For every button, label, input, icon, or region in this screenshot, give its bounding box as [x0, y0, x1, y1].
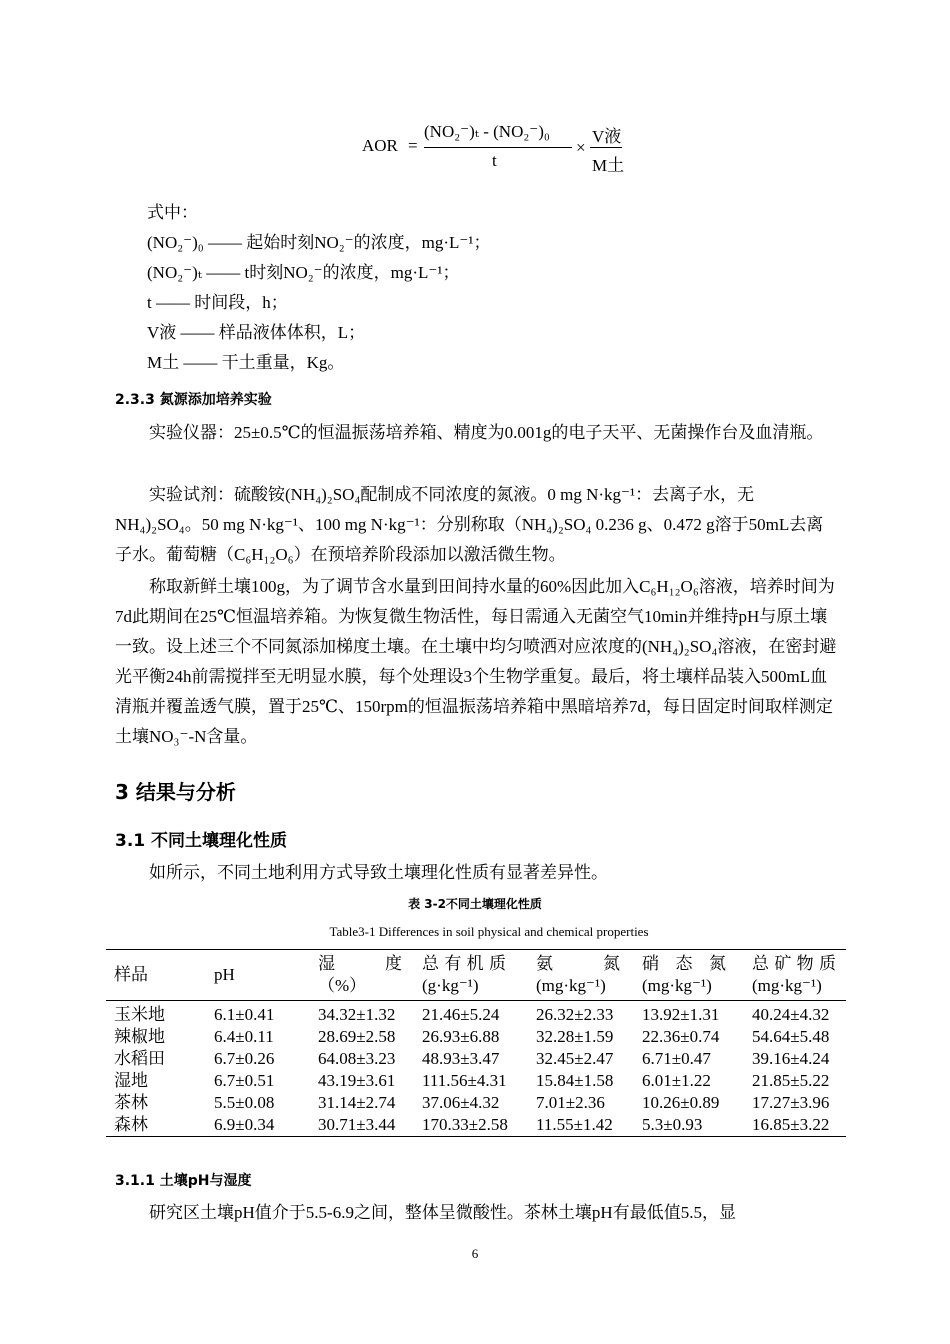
formula-v-liquid: V液	[592, 127, 622, 146]
formula-times: ×	[576, 138, 586, 157]
table-cell: 31.14±2.74	[318, 1093, 396, 1112]
table-cell: 6.9±0.34	[214, 1115, 275, 1134]
table-cell: 6.1±0.41	[214, 1005, 275, 1024]
table-cell: 34.32±1.32	[318, 1005, 396, 1024]
table-cell: 39.16±4.24	[752, 1049, 830, 1068]
table-cell: 21.85±5.22	[752, 1071, 830, 1090]
table-cell: 辣椒地	[114, 1027, 165, 1046]
table-row	[106, 1070, 846, 1092]
section-heading-2-3-3: 2.3.3 氮源添加培养实验	[115, 392, 272, 408]
formula-fraction-bar-2	[590, 147, 622, 148]
page-number: 6	[471, 1246, 479, 1261]
formula-denominator: t	[492, 151, 497, 170]
table-cell: 17.27±3.96	[752, 1093, 830, 1112]
table-cell: 16.85±3.22	[752, 1115, 830, 1134]
header-ph: pH	[214, 965, 235, 984]
table-cell: 6.4±0.11	[214, 1027, 274, 1046]
table-caption-en: Table3-1 Differences in soil physical and chemical properties	[329, 924, 649, 939]
def-time: t —— 时间段，h；	[147, 293, 288, 312]
header-nitrate: 硝态氮 (mg·kg⁻¹)	[642, 954, 726, 995]
paragraph-procedure: 称取新鲜土壤100g，为了调节含水量到田间持水量的60%因此加入C₆H₁₂O₆溶液，培养时间为7d此期间在25℃恒温培养箱。为恢复微生物活性，每日需通入无菌空气10min并维持pH与原土壤一致。设上述三个不同氮添加梯度土壤。在土壤中均匀喷洒对应浓度的(NH₄)₂SO₄溶液，在密封避光平衡24h前需搅拌至无明显水膜，每个处理设3个生物学重复。最后，将土壤样品装入500mL血清瓶并覆盖透气膜，置于25℃、150rpm的恒温振荡培养箱中黑暗培养7d，每日固定时间取样测定土壤NO₃⁻-N含量。	[115, 577, 837, 746]
table-cell: 玉米地	[114, 1005, 165, 1024]
table-cell: 170.33±2.58	[422, 1115, 508, 1134]
table-cell: 6.71±0.47	[642, 1049, 711, 1068]
table-cell: 111.56±4.31	[422, 1071, 507, 1090]
table-cell: 水稻田	[114, 1049, 165, 1068]
table-row	[106, 1001, 846, 1027]
header-organic-matter: 总有机质 (g·kg⁻¹)	[422, 954, 506, 995]
table-cell: 64.08±3.23	[318, 1049, 396, 1068]
formula-equals: =	[408, 136, 418, 155]
table-cell: 40.24±4.32	[752, 1005, 830, 1024]
table-cell: 5.5±0.08	[214, 1093, 275, 1112]
table-cell: 15.84±1.58	[536, 1071, 614, 1090]
table-row	[106, 1048, 846, 1070]
table-cell: 13.92±1.31	[642, 1005, 720, 1024]
table-cell: 森林	[114, 1115, 148, 1134]
def-no2-t: (NO₂⁻)ₜ —— t时刻NO₂⁻的浓度，mg·L⁻¹；	[147, 263, 460, 282]
table-cell: 30.71±3.44	[318, 1115, 396, 1134]
paragraph-reagents: 实验试剂：硫酸铵(NH₄)₂SO₄配制成不同浓度的氮液。0 mg N·kg⁻¹：去离子水，无NH₄)₂SO₄。50 mg N·kg⁻¹、100 mg N·kg⁻¹：分别称取（NH₄)₂SO₄ 0.236 g、0.472 g溶于50mL去离子水。葡萄糖（C₆H₁₂O₆）在预培养阶段添加以激活微生物。	[115, 485, 824, 564]
section-heading-3-1-1: 3.1.1 土壤pH与湿度	[115, 1173, 252, 1189]
table-cell: 28.69±2.58	[318, 1027, 396, 1046]
table-cell: 6.01±1.22	[642, 1071, 711, 1090]
header-ammonium: 氨 氮 (mg·kg⁻¹)	[536, 954, 620, 995]
table-cell: 54.64±5.48	[752, 1027, 830, 1046]
section-heading-3: 3 结果与分析	[115, 780, 236, 804]
table-cell: 48.93±3.47	[422, 1049, 500, 1068]
table-cell: 11.55±1.42	[536, 1115, 613, 1134]
table-cell: 32.45±2.47	[536, 1049, 614, 1068]
formula-numerator: (NO₂⁻)ₜ - (NO₂⁻)₀	[424, 122, 550, 141]
table-cell: 26.93±6.88	[422, 1027, 500, 1046]
table-cell: 5.3±0.93	[642, 1115, 703, 1134]
table-cell: 6.7±0.26	[214, 1049, 275, 1068]
table-cell: 茶林	[114, 1093, 148, 1112]
soil-properties-table	[106, 949, 846, 1137]
formula-m-soil: M土	[592, 156, 625, 175]
def-mass: M土 —— 干土重量，Kg。	[147, 353, 345, 372]
formula-lhs: AOR	[362, 136, 398, 155]
table-cell: 6.7±0.51	[214, 1071, 275, 1090]
section-heading-3-1: 3.1 不同土壤理化性质	[115, 831, 288, 851]
table-cell: 10.26±0.89	[642, 1093, 720, 1112]
table-cell: 37.06±4.32	[422, 1093, 500, 1112]
table-cell: 7.01±2.36	[536, 1093, 605, 1112]
header-moisture: 湿 度 （%）	[318, 954, 402, 995]
table-cell: 43.19±3.61	[318, 1071, 396, 1090]
table-cell: 湿地	[114, 1071, 148, 1090]
header-sample: 样品	[114, 965, 148, 984]
def-no2-initial: (NO₂⁻)₀ —— 起始时刻NO₂⁻的浓度，mg·L⁻¹；	[147, 233, 491, 252]
header-minerals: 总矿物质 (mg·kg⁻¹)	[752, 954, 836, 995]
table-cell: 21.46±5.24	[422, 1005, 500, 1024]
table-cell: 26.32±2.33	[536, 1005, 614, 1024]
table-row	[106, 1026, 846, 1048]
paragraph-table-intro: 如所示，不同土地利用方式导致土壤理化性质有显著差异性。	[149, 863, 608, 882]
table-cell: 32.28±1.59	[536, 1027, 614, 1046]
table-row	[106, 1114, 846, 1137]
table-caption-cn: 表 3-2不同土壤理化性质	[408, 897, 542, 911]
formula-fraction-bar	[424, 147, 572, 148]
def-volume: V液 —— 样品液体体积，L；	[147, 323, 366, 342]
paragraph-instruments: 实验仪器：25±0.5℃的恒温振荡培养箱、精度为0.001g的电子天平、无菌操作台及血清瓶。	[149, 423, 824, 442]
table-cell: 22.36±0.74	[642, 1027, 720, 1046]
defs-intro: 式中：	[147, 203, 198, 222]
table-header-row	[106, 950, 846, 1001]
paragraph-ph-moisture: 研究区土壤pH值介于5.5-6.9之间，整体呈微酸性。茶林土壤pH有最低值5.5，显	[149, 1203, 736, 1222]
table-row	[106, 1092, 846, 1114]
